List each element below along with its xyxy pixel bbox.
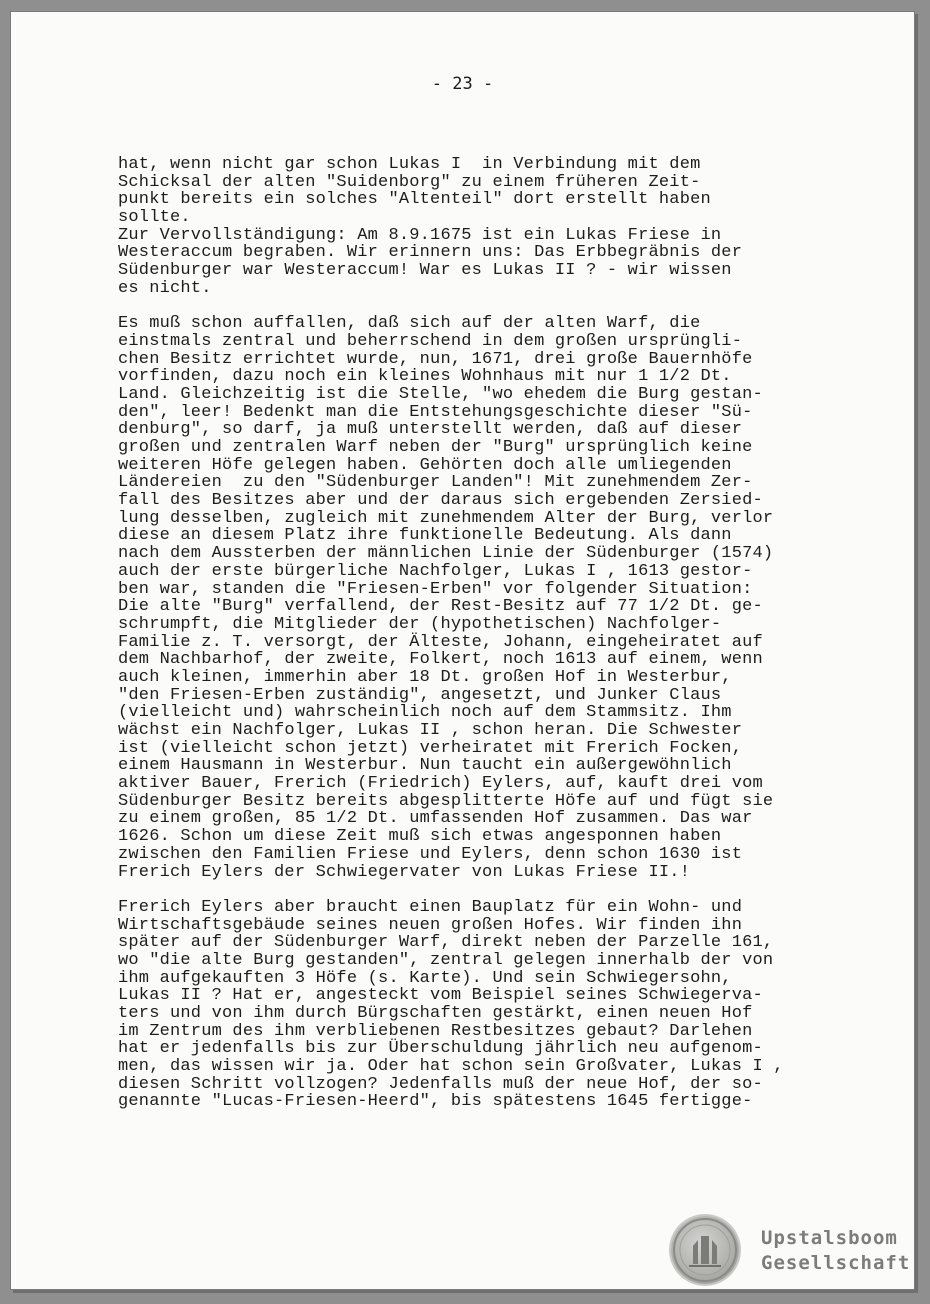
seal-icon [671, 1216, 739, 1284]
text-line: Familie z. T. versorgt, der Älteste, Johann, eingeheiratet auf [118, 632, 763, 652]
logo-line-2: Gesellschaft [761, 1252, 911, 1274]
text-line: (vielleicht und) wahrscheinlich noch auf dem Stammsitz. Ihm [118, 703, 732, 723]
text-line: aktiver Bauer, Frerich (Friedrich) Eylers, auf, kauft drei vom [118, 774, 763, 794]
text-line: Zur Vervollständigung: Am 8.9.1675 ist ein Lukas Friese in [118, 225, 722, 245]
text-line: denburg", so darf, ja muß unterstellt werden, daß auf dieser [118, 420, 743, 440]
paragraph-3 [118, 899, 838, 1111]
text-line: den", leer! Bedenkt man die Entstehungsgeschichte dieser "Sü- [118, 402, 753, 422]
text-line: Südenburger Besitz bereits abgesplitterte Höfe auf und fügt sie [118, 791, 774, 811]
text-line: Ländereien zu den "Südenburger Landen"! Mit zunehmendem Zer- [118, 473, 753, 493]
text-line: Wirtschaftsgebäude seines neuen großen Hofes. Wir finden ihn [118, 915, 743, 935]
text-line: hat, wenn nicht gar schon Lukas I in Verbindung mit dem [118, 155, 701, 174]
text-line: ihm aufgekauften 3 Höfe (s. Karte). Und sein Schwiegersohn, [118, 968, 732, 988]
logo-text [761, 1226, 910, 1276]
body-text [118, 156, 838, 1129]
paragraph-1 [118, 156, 838, 298]
text-line: fall des Besitzes aber und der daraus sich ergebenden Zersied- [118, 491, 763, 511]
text-line: schrumpft, die Mitglieder der (hypothetischen) Nachfolger- [118, 614, 722, 634]
text-line: Lukas II ? Hat er, angesteckt vom Beispiel seines Schwiegerva- [118, 986, 763, 1006]
text-line: sollte. [118, 208, 191, 228]
text-line: Land. Gleichzeitig ist die Stelle, "wo ehedem die Burg gestan- [118, 384, 763, 404]
text-line: einstmals zentral und beherrschend in dem großen ursprüngli- [118, 331, 743, 351]
text-line: diese an diesem Platz ihre funktionelle Bedeutung. Als dann [118, 526, 732, 546]
document-page [11, 12, 914, 1289]
text-line: 1626. Schon um diese Zeit muß sich etwas angesponnen haben [118, 827, 722, 847]
text-line: im Zentrum des ihm verbliebenen Restbesitzes gebaut? Darlehen [118, 1021, 753, 1041]
text-line: auch der erste bürgerliche Nachfolger, Lukas I , 1613 gestor- [118, 561, 753, 581]
upstalsboom-logo [659, 1210, 909, 1292]
text-line: Frerich Eylers der Schwiegervater von Lukas Friese II.! [118, 862, 691, 882]
text-line: später auf der Südenburger Warf, direkt neben der Parzelle 161, [118, 933, 774, 953]
text-line: chen Besitz errichtet wurde, nun, 1671, drei große Bauernhöfe [118, 349, 753, 369]
text-line: ist (vielleicht schon jetzt) verheiratet mit Frerich Focken, [118, 738, 743, 758]
page-number: - 23 - [431, 74, 494, 94]
text-line: einem Hausmann in Westerbur. Nun taucht ein außergewöhnlich [118, 756, 732, 776]
text-line: dem Nachbarhof, der zweite, Folkert, noch 1613 auf einem, wenn [118, 650, 763, 670]
text-line: zwischen den Familien Friese und Eylers, denn schon 1630 ist [118, 844, 743, 864]
text-line: ben war, standen die "Friesen-Erben" vor folgender Situation: [118, 579, 753, 599]
text-line: Schicksal der alten "Suidenborg" zu einem früheren Zeit- [118, 172, 701, 192]
text-line: "den Friesen-Erben zuständig", angesetzt, und Junker Claus [118, 685, 722, 705]
text-line: Es muß schon auffallen, daß sich auf der alten Warf, die [118, 314, 701, 334]
text-line: hat er jedenfalls bis zur Überschuldung jährlich neu aufgenom- [118, 1039, 763, 1059]
text-line: genannte "Lucas-Friesen-Heerd", bis spätestens 1645 fertigge- [118, 1092, 753, 1112]
text-line: Westeraccum begraben. Wir erinnern uns: Das Erbbegräbnis der [118, 243, 743, 263]
text-line: Südenburger war Westeraccum! War es Lukas II ? - wir wissen [118, 261, 732, 281]
text-line: wächst ein Nachfolger, Lukas II , schon heran. Die Schwester [118, 721, 743, 740]
text-line: men, das wissen wir ja. Oder hat schon sein Großvater, Lukas I , [118, 1057, 784, 1077]
text-line: punkt bereits ein solches "Altenteil" dort erstellt haben [118, 190, 711, 210]
text-line: großen und zentralen Warf neben der "Burg" ursprünglich keine [118, 438, 753, 457]
text-line: zu einem großen, 85 1/2 Dt. umfassenden Hof zusammen. Das war [118, 809, 753, 829]
paragraph-2 [118, 315, 838, 881]
logo-line-1: Upstalsboom [761, 1227, 898, 1249]
text-line: auch kleinen, immerhin aber 18 Dt. großen Hof in Westerbur, [118, 667, 732, 687]
text-line: Die alte "Burg" verfallend, der Rest-Besitz auf 77 1/2 Dt. ge- [118, 597, 763, 617]
text-line: weiteren Höfe gelegen haben. Gehörten doch alle umliegenden [118, 455, 732, 475]
text-line: es nicht. [118, 278, 212, 298]
text-line: diesen Schritt vollzogen? Jedenfalls muß der neue Hof, der so- [118, 1074, 763, 1094]
text-line: Frerich Eylers aber braucht einen Bauplatz für ein Wohn- und [118, 897, 743, 917]
text-line: wo "die alte Burg gestanden", zentral gelegen innerhalb der von [118, 950, 774, 970]
text-line: nach dem Aussterben der männlichen Linie der Südenburger (1574) [118, 544, 774, 564]
text-line: vorfinden, dazu noch ein kleines Wohnhaus mit nur 1 1/2 Dt. [118, 367, 732, 387]
text-line: ters und von ihm durch Bürgschaften gestärkt, einen neuen Hof [118, 1004, 753, 1023]
text-line: lung desselben, zugleich mit zunehmendem Alter der Burg, verlor [118, 508, 774, 528]
